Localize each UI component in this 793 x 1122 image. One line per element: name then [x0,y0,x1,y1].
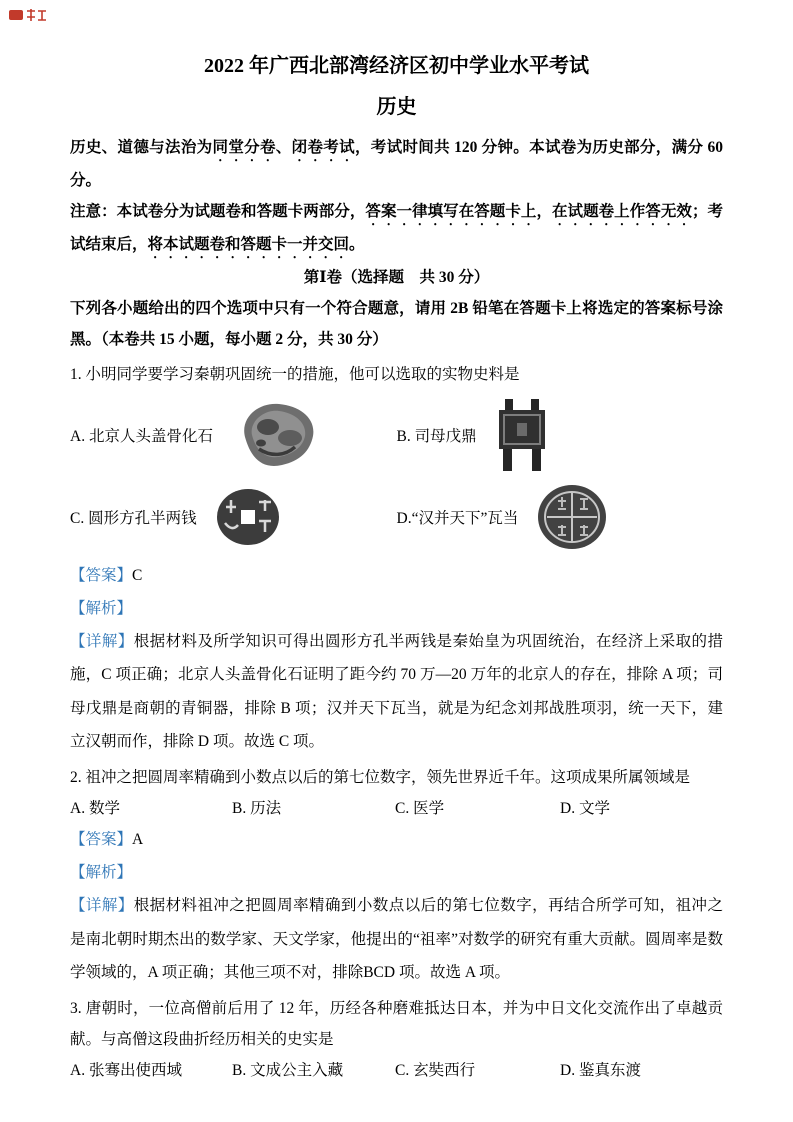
question-3 [70,993,723,1086]
exam-title: 2022 年广西北部湾经济区初中学业水平考试 [204,55,589,77]
section-title: 第Ⅰ卷（选择题 共 30 分） [303,269,490,286]
question-1-analysis [70,593,723,626]
question-1-options [70,394,723,558]
detail-text: 根据材料及所学知识可得出圆形方孔半两钱是秦始皇为巩固统治，在经济上采取的措施，C 项正确；北京人头盖骨化石证明了距今约 70 万—20 万年的北京人的存在，排除 A 项；司母戊鼎是商朝的青铜器，排除 B 项；汉并天下瓦当，就是为纪念刘邦战胜项羽，统一天下，建立汉朝而作，排除 D 项。故选 C 项。 [70,633,723,751]
notice-text-3: 。 [349,236,365,253]
question-1-text: 1. 小明同学要学习秦朝巩固统一的措施，他可以选取的实物史料是 [70,366,520,383]
option-a [70,394,397,476]
red-stamp-mark [8,6,48,24]
option-c-label: C. 圆形方孔半两钱 [70,510,197,527]
analysis-label: 【解析】 [70,863,133,881]
notice-emphasis-1: 答案一律填写在答题卡上，在试题卷上作答无效 [365,203,692,220]
answer-label: 【答案】 [70,567,133,584]
skull-fossil-image [231,397,319,473]
question-2-options [70,793,723,824]
question-2-text: 2. 祖冲之把圆周率精确到小数点以后的第七位数字，领先世界近千年。这项成果所属领域是 [70,769,691,787]
option-b [397,394,724,476]
exam-subject: 历史 [376,96,417,118]
answer-value: A [132,831,144,849]
answer-value: C [132,567,143,584]
answer-label: 【答案】 [70,831,133,849]
detail-label: 【详解】 [70,897,134,915]
option-a-label: A. 北京人头盖骨化石 [70,428,213,445]
exam-info-emphasis: 同堂分卷、闭卷考试 [212,139,355,156]
option-c-label: C. 医学 [395,800,445,818]
banliang-coin-image [215,487,281,547]
bronze-ding-image [495,397,549,473]
notice-text-2: ；考试结束后， [70,203,723,253]
question-1-detail [70,625,723,758]
option-b-label: B. 文成公主入藏 [232,1062,344,1080]
option-d [397,476,724,558]
question-1 [70,359,723,758]
section-instructions: 下列各小题给出的四个选项中只有一个符合题意，请用 2B 铅笔在答题卡上将选定的答案标号涂黑。（本卷共 15 小题，每小题 2 分，共 30 分） [70,300,723,348]
option-d-label: D.“汉并天下”瓦当 [396,510,519,527]
exam-info-text-2: ，考试时间共 120 分钟。本试卷为历史部分，满分 60 分。 [70,139,723,189]
option-d-label: D. 文学 [560,800,610,818]
option-a-label: A. 张骞出使西域 [70,1062,182,1080]
notice-emphasis-2: 将本试题卷和答题卡一并交回 [147,236,350,253]
option-c-label: C. 玄奘西行 [395,1062,476,1080]
detail-label: 【详解】 [70,633,134,651]
option-c [70,476,397,558]
detail-text: 根据材料祖冲之把圆周率精确到小数点以后的第七位数字，再结合所学可知，祖冲之 是南北朝时期杰出的数学家、天文学家，他提出的“祖率”对数学的研究有重大贡献。圆周率是数学领域的，A 项正确；其他三项不对，排除BCD 项。故选 A 项。 [70,897,723,982]
notice-text-1: 注意：本试卷分为试题卷和答题卡两部分， [70,203,366,220]
question-2-detail [70,889,723,989]
question-2-answer [70,824,723,857]
question-3-text: 3. 唐朝时，一位高僧前后用了 12 年，历经各种磨难抵达日本，并为中日文化交流作出了卓越贡献。与高僧这段曲折经历相关的史实是 [70,1000,723,1049]
analysis-label: 【解析】 [70,599,133,617]
option-a-label: A. 数学 [70,800,120,818]
option-b-label: B. 历法 [232,800,282,818]
han-tile-end-image [536,483,608,551]
option-b-label: B. 司母戊鼎 [396,428,477,445]
exam-info-paragraph [70,132,723,196]
question-1-answer [70,560,723,593]
question-2 [70,762,723,989]
option-d-label: D. 鉴真东渡 [560,1062,641,1080]
question-3-options [70,1055,723,1086]
question-2-analysis [70,857,723,890]
notice-paragraph [70,196,723,262]
exam-info-text-1: 历史、道德与法治为 [70,139,213,156]
